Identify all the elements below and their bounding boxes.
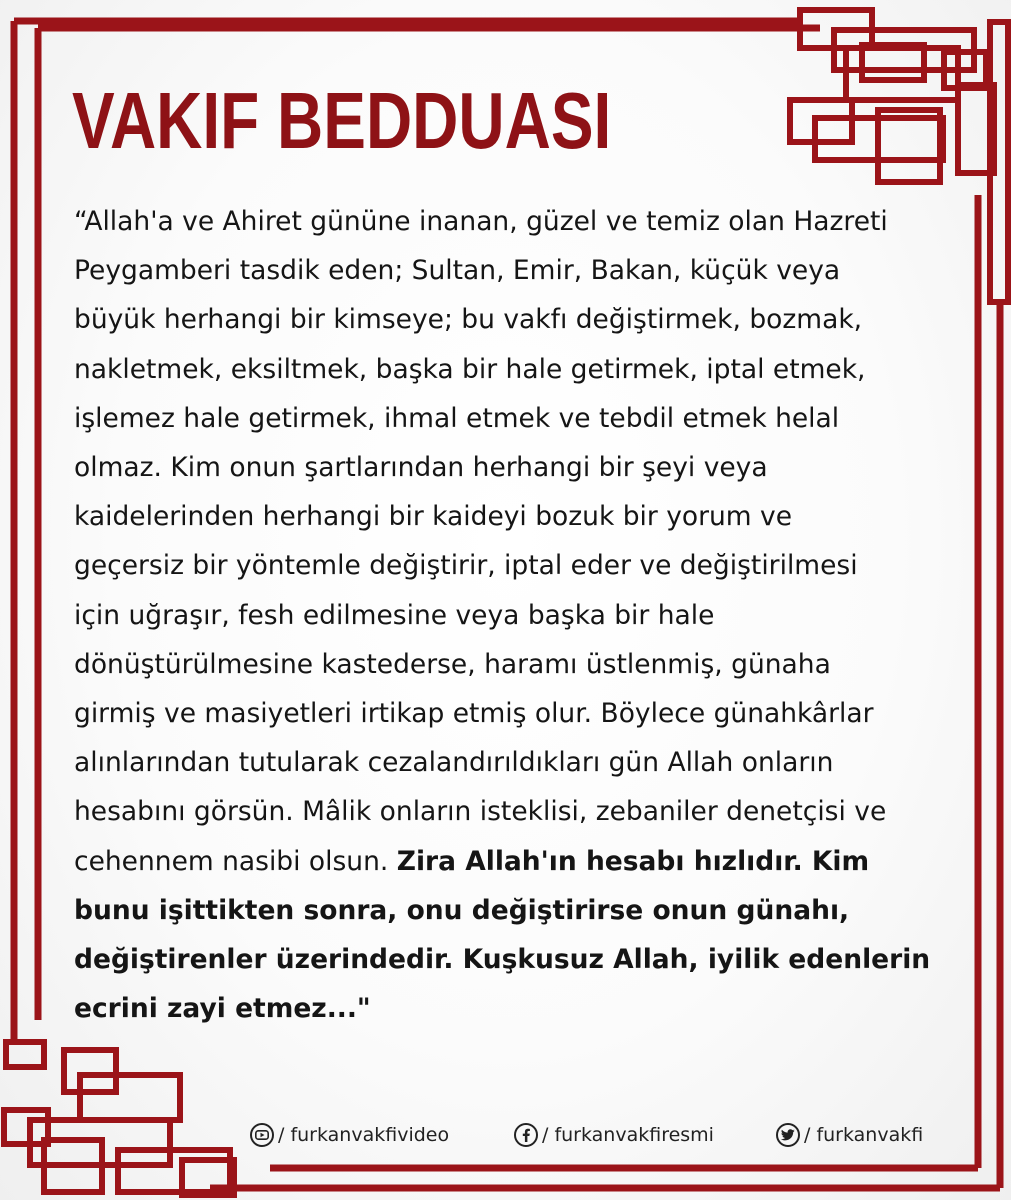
twitter-icon: [776, 1123, 800, 1147]
bold-text-line: değiştirenler üzerindedir. Kuşkusuz Allah, iyilik edenlerin: [74, 944, 931, 976]
text-line: alınlarından tutularak cezalandırıldıkları gün Allah onların: [74, 747, 834, 779]
youtube-icon: [250, 1123, 274, 1147]
bold-text-line: ecrini zayi etmez...": [74, 993, 371, 1025]
twitter-handle: / furkanvakfi: [804, 1124, 924, 1146]
text-line: dönüştürülmesine kastederse, haramı üstlenmiş, günaha: [74, 648, 831, 680]
text-line: geçersiz bir yöntemle değiştirir, iptal eder ve değiştirilmesi: [74, 550, 858, 582]
text-line: kaidelerinden herhangi bir kaideyi bozuk bir yorum ve: [74, 501, 793, 533]
page-title: VAKIF BEDDUASI: [72, 76, 612, 165]
bold-text-line: bunu işittikten sonra, onu değiştirirse onun günahı,: [74, 894, 850, 926]
text-line: büyük herhangi bir kimseye; bu vakfı değiştirmek, bozmak,: [74, 304, 863, 336]
squares-bottom-left: [4, 1042, 234, 1195]
facebook-icon: [514, 1123, 538, 1147]
text-line: işlemez hale getirmek, ihmal etmek ve tebdil etmek helal: [74, 402, 840, 434]
youtube-handle: / furkanvakfivideo: [278, 1124, 450, 1146]
waqf-text-body: [74, 197, 944, 1033]
social-youtube[interactable]: [250, 1119, 449, 1151]
facebook-handle: / furkanvakfiresmi: [542, 1124, 714, 1146]
text-line: hesabını görsün. Mâlik onların isteklisi, zebaniler denetçisi ve: [74, 796, 887, 828]
text-line: nakletmek, eksiltmek, başka bir hale getirmek, iptal etmek,: [74, 353, 866, 385]
social-twitter[interactable]: [776, 1119, 923, 1151]
text-line: “Allah'a ve Ahiret gününe inanan, güzel ve temiz olan Hazreti: [74, 206, 888, 237]
text-line: için uğraşır, fesh edilmesine veya başka bir hale: [74, 599, 715, 631]
text-segment-bold: Zira Allah'ın hesabı hızlıdır. Kim: [396, 845, 870, 877]
text-line: Peygamberi tasdik eden; Sultan, Emir, Bakan, küçük veya: [74, 255, 841, 287]
text-line: girmiş ve masiyetleri irtikap etmiş olur. Böylece günahkârlar: [74, 698, 874, 730]
text-segment-regular: cehennem nasibi olsun.: [74, 845, 397, 877]
social-facebook[interactable]: [514, 1119, 714, 1151]
mixed-text-line: [74, 837, 944, 886]
text-line: olmaz. Kim onun şartlarından herhangi bir şeyi veya: [74, 452, 768, 484]
